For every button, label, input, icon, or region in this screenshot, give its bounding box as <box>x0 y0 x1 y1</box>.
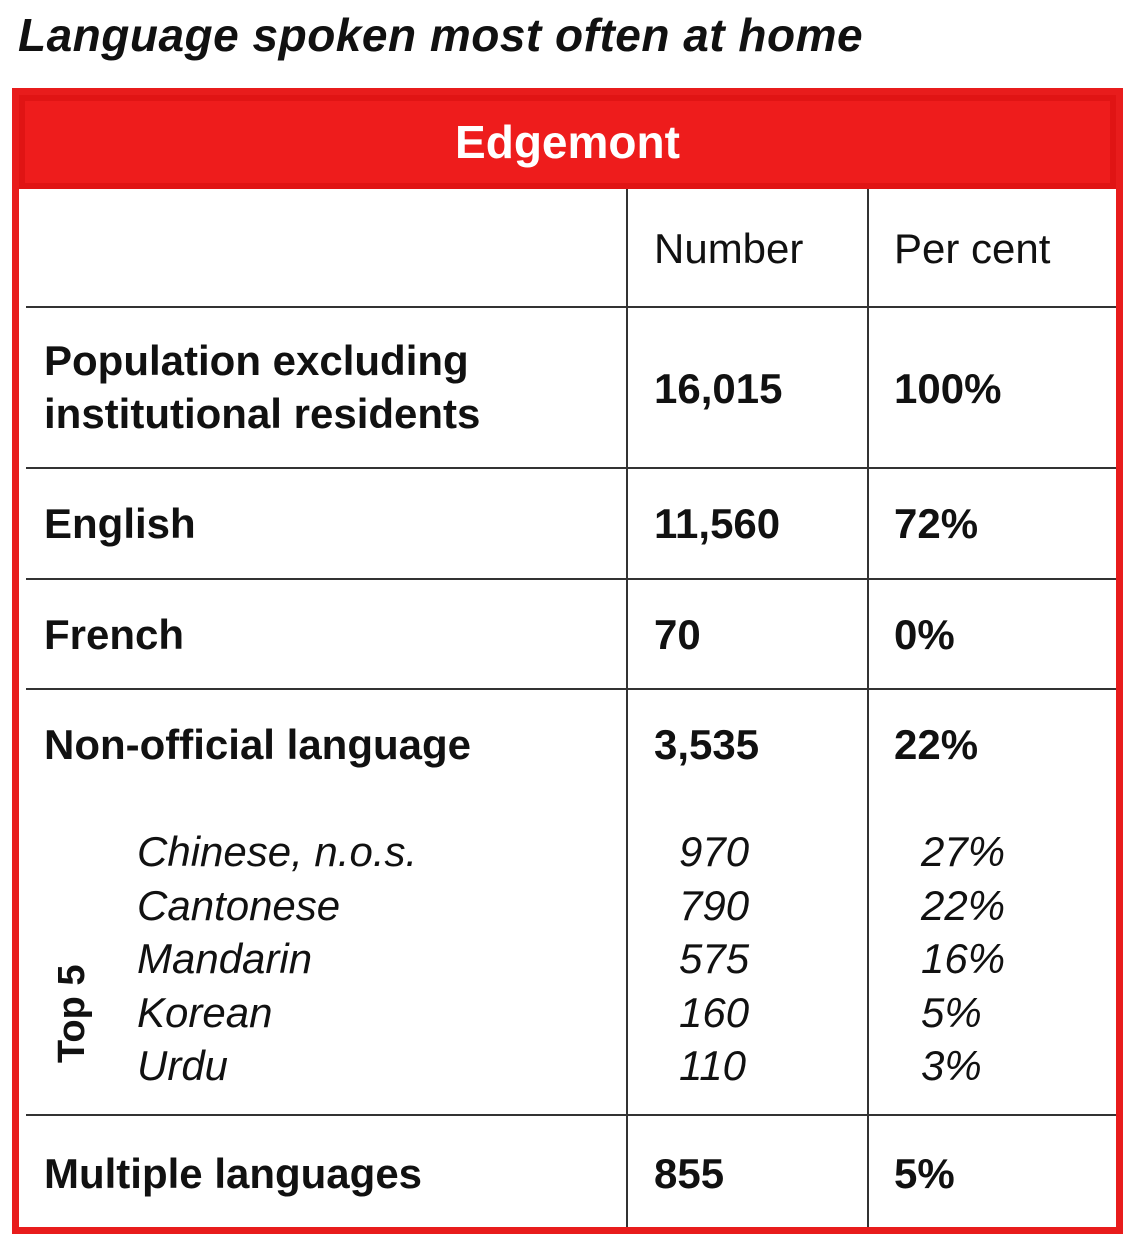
row-percent: 22% <box>894 721 979 768</box>
row-percent: 0% <box>894 611 955 658</box>
row-number: 11,560 <box>654 500 781 547</box>
row-divider <box>26 467 1116 469</box>
top5-item-number: 970 <box>679 828 750 875</box>
row-label: Non-official language <box>44 721 472 768</box>
top5-item-label: Urdu <box>137 1042 229 1089</box>
row-label: institutional residents <box>44 390 481 437</box>
top5-item-number: 110 <box>679 1042 746 1089</box>
page-title: Language spoken most often at home <box>18 9 864 61</box>
top5-item-label: Chinese, n.o.s. <box>137 828 418 875</box>
top5-label: Top 5 <box>51 964 93 1063</box>
row-number: 16,015 <box>654 365 783 412</box>
table-banner: Edgemont <box>19 95 1116 189</box>
data-table <box>12 88 1123 1234</box>
row-percent: 72% <box>894 500 979 547</box>
row-divider <box>26 1114 1116 1116</box>
top5-item-percent: 27% <box>921 828 1006 875</box>
top5-item-label: Korean <box>137 989 273 1036</box>
column-divider <box>626 189 628 1227</box>
top5-item-number: 160 <box>679 989 750 1036</box>
row-label: Population excluding <box>44 337 469 384</box>
row-number: 855 <box>654 1150 725 1197</box>
row-label: French <box>44 611 185 658</box>
top5-item-label: Mandarin <box>137 935 313 982</box>
column-divider <box>867 189 869 1227</box>
row-label: English <box>44 500 196 547</box>
row-divider <box>26 688 1116 690</box>
top5-item-percent: 16% <box>921 935 1006 982</box>
row-divider <box>26 306 1116 308</box>
top5-item-number: 575 <box>679 935 750 982</box>
row-number: 70 <box>654 611 701 658</box>
row-number: 3,535 <box>654 721 760 768</box>
top5-item-label: Cantonese <box>137 882 341 929</box>
row-divider <box>26 578 1116 580</box>
row-percent: 100% <box>894 365 1002 412</box>
row-percent: 5% <box>894 1150 955 1197</box>
column-header-percent: Per cent <box>894 225 1051 272</box>
row-label: Multiple languages <box>44 1150 423 1197</box>
top5-item-percent: 5% <box>921 989 982 1036</box>
column-header-number: Number <box>654 225 804 272</box>
top5-item-percent: 22% <box>921 882 1006 929</box>
top5-item-number: 790 <box>679 882 750 929</box>
top5-item-percent: 3% <box>921 1042 982 1089</box>
